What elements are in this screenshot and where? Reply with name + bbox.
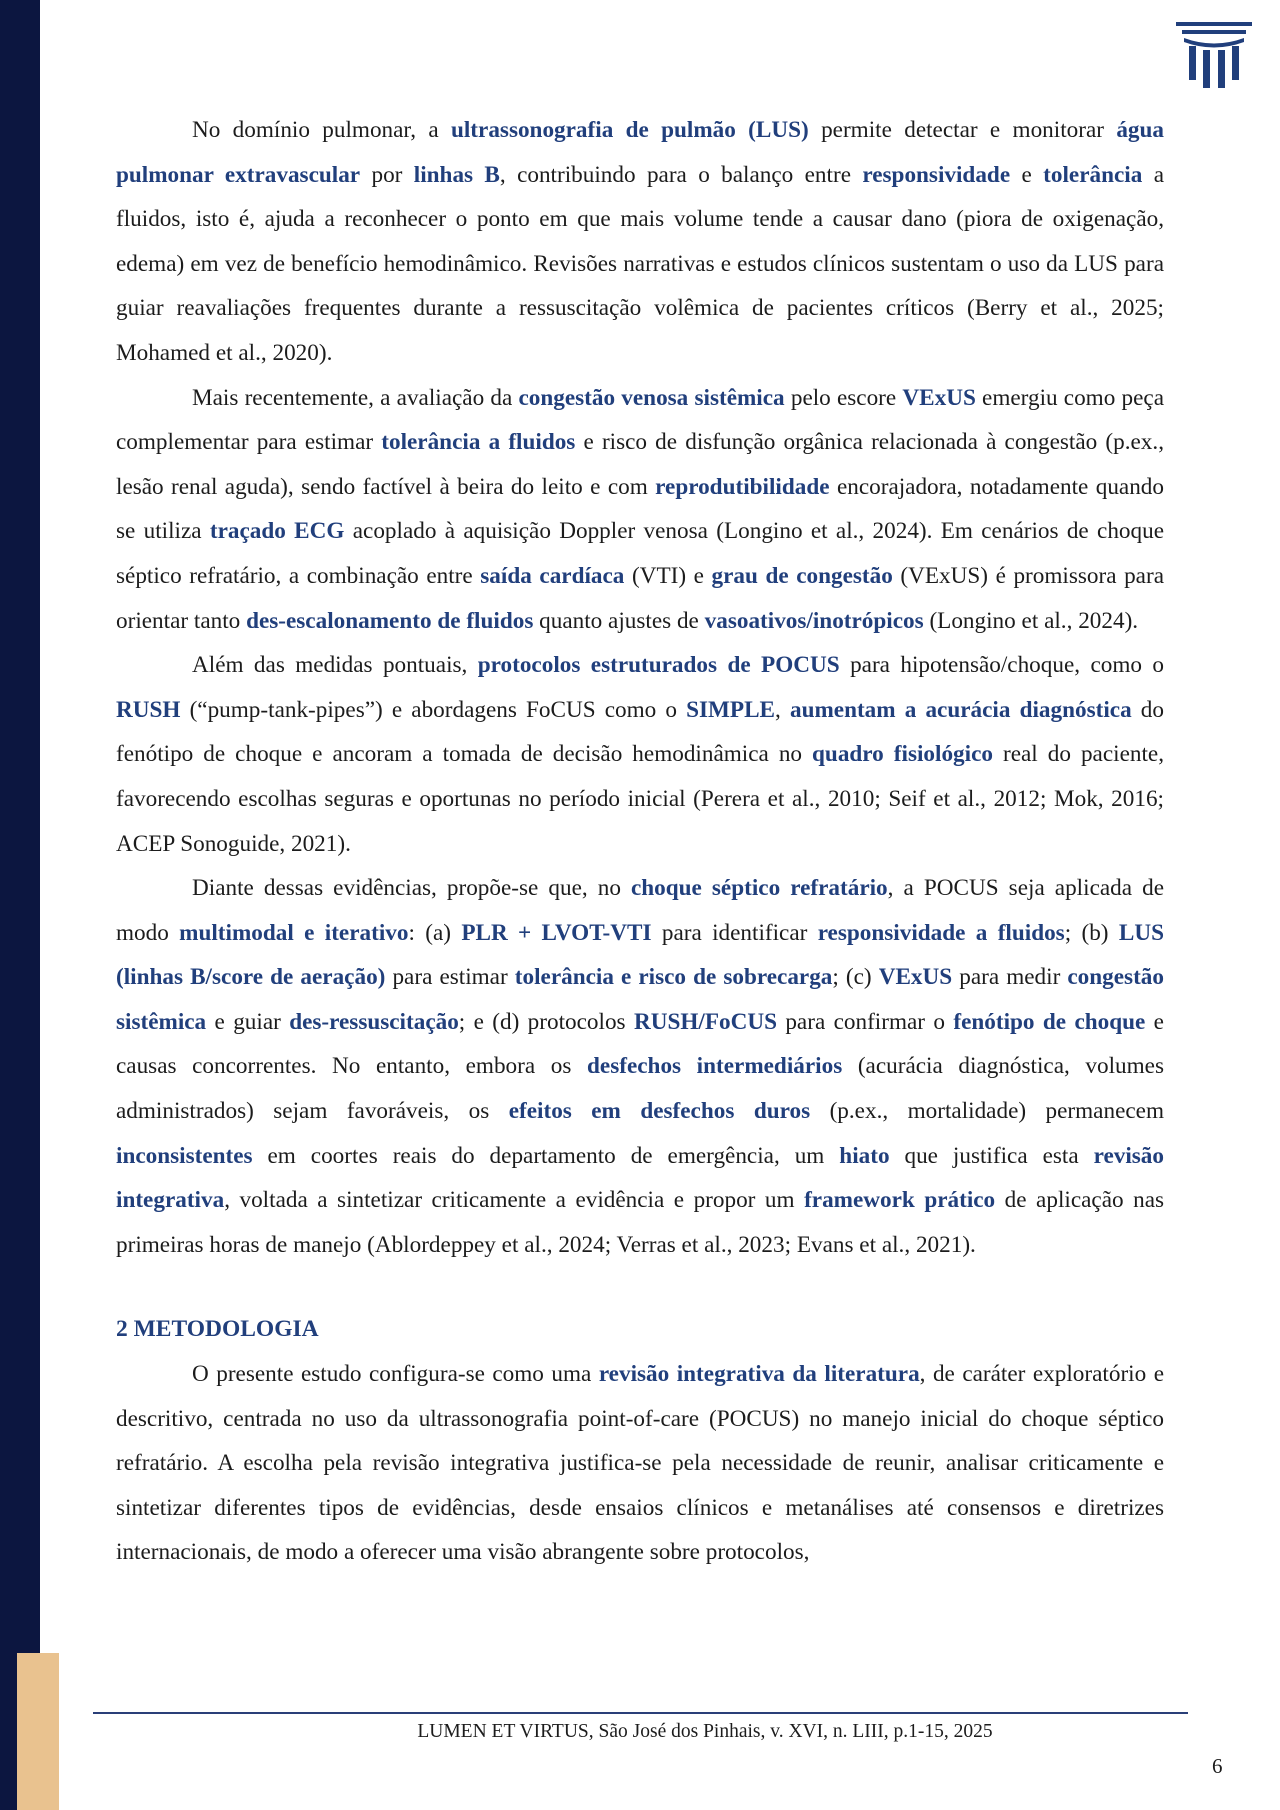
highlighted-term: congestão venosa sistêmica (518, 384, 785, 411)
text-run: para identificar (651, 919, 818, 946)
highlighted-term: VExUS (878, 964, 953, 991)
text-run: (VExUS) é promissora para orientar tanto (116, 562, 1164, 634)
paragraph-protocols (116, 643, 1164, 866)
highlighted-term: responsividade a fluidos (817, 919, 1065, 946)
text-run: e causas concorrentes. No entanto, embora os (116, 1008, 1164, 1080)
page-number: 6 (1212, 1754, 1223, 1778)
highlighted-term: multimodal e iterativo (179, 919, 409, 946)
text-run: quanto ajustes de (533, 607, 705, 634)
text-run: e (1010, 161, 1044, 188)
text-run: real do paciente, favorecendo escolhas seguras e oportunas no período inicial (Perera et al., 2010; Seif et al., 2012; Mok, 2016; ACEP Sonoguide, 2021). (116, 741, 1164, 857)
highlighted-term: tolerância a fluidos (381, 429, 576, 456)
text-run: para medir (952, 964, 1068, 991)
paragraph-methodology (116, 1352, 1164, 1575)
highlighted-term: traçado ECG (209, 518, 345, 545)
footer-divider (93, 1712, 1188, 1714)
highlighted-term: protocolos estruturados de POCUS (477, 652, 840, 679)
highlighted-term: inconsistentes (116, 1142, 253, 1169)
highlighted-term: aumentam a acurácia diagnóstica (789, 696, 1132, 723)
text-run: para hipotensão/choque, como o (839, 652, 1164, 679)
highlighted-term: saída cardíaca (480, 562, 625, 589)
text-run: , voltada a sintetizar criticamente a evidência e propor um (224, 1187, 805, 1214)
highlighted-term: choque séptico refratário (630, 875, 888, 902)
highlighted-term: des-escalonamento de fluidos (246, 607, 534, 634)
text-run: ; e (d) protocolos (458, 1008, 634, 1035)
highlighted-term: quadro fisiológico (812, 741, 993, 768)
text-run: , (775, 696, 790, 723)
text-run: No domínio pulmonar, a (192, 117, 451, 143)
page-content (116, 108, 1164, 1575)
text-run: (VTI) e (624, 562, 712, 589)
highlighted-term: linhas B (413, 161, 500, 188)
highlighted-term: des-ressuscitação (289, 1008, 459, 1035)
text-run: (acurácia diagnóstica, volumes administrados) sejam favoráveis, os (116, 1053, 1164, 1125)
text-run: para estimar (385, 964, 515, 991)
highlighted-term: congestão sistêmica (116, 964, 1164, 1035)
text-run: Mais recentemente, a avaliação da (192, 384, 519, 411)
text-run: do fenótipo de choque e ancoram a tomada de decisão hemodinâmica no (116, 696, 1164, 768)
columns-logo-icon (1176, 22, 1252, 88)
highlighted-term: VExUS (902, 384, 976, 411)
text-run: Diante dessas evidências, propõe-se que, no (192, 875, 631, 902)
paragraph-proposal (116, 866, 1164, 1267)
journal-footer: LUMEN ET VIRTUS, São José dos Pinhais, v. XVI, n. LIII, p.1-15, 2025 (417, 1721, 993, 1742)
highlighted-term: ultrassonografia de pulmão (LUS) (450, 117, 809, 143)
text-run: encorajadora, notadamente quando se utiliza (116, 473, 1164, 545)
paragraph-vexus (116, 376, 1164, 644)
highlighted-term: SIMPLE (686, 696, 776, 723)
highlighted-term: revisão integrativa da literatura (598, 1361, 920, 1388)
highlighted-term: RUSH/FoCUS (633, 1008, 777, 1035)
text-run: , contribuindo para o balanço entre (499, 161, 863, 188)
text-run: ; (c) (832, 964, 879, 991)
text-run: e risco de disfunção orgânica relacionada à congestão (p.ex., lesão renal aguda), sendo factível à beira do leito e com (116, 429, 1164, 500)
highlighted-term: tolerância (1043, 161, 1143, 188)
section-heading: 2 METODOLOGIA (116, 1316, 319, 1343)
highlighted-term: tolerância e risco de sobrecarga (514, 964, 833, 991)
text-run: pelo escore (784, 384, 903, 411)
highlighted-term: responsividade (862, 161, 1011, 188)
text-run: que justifica esta (889, 1142, 1094, 1169)
text-run: , de caráter exploratório e descritivo, centrada no uso da ultrassonografia point-of-care (POCUS) no manejo inicial do choque séptico refratário. A escolha pela revisão integrativa justifica-se pela necessidade de reunir, analisar criticamente e sintetizar diferentes tipos de evidências, desde ensaios clínicos e metanálises até consensos e diretrizes internacionais, de modo a oferecer uma visão abrangente sobre protocolos, (116, 1361, 1164, 1566)
text-run: O presente estudo configura-se como uma (192, 1361, 599, 1388)
text-run: (Longino et al., 2024). (923, 607, 1139, 634)
text-run: acoplado à aquisição Doppler venosa (Longino et al., 2024). Em cenários de choque séptico refratário, a combinação entre (116, 518, 1164, 589)
text-run: de aplicação nas primeiras horas de manejo (Ablordeppey et al., 2024; Verras et al., 2023; Evans et al., 2021). (116, 1187, 1165, 1258)
highlighted-term: vasoativos/inotrópicos (704, 607, 924, 634)
text-run: permite detectar e monitorar (808, 117, 1117, 143)
highlighted-term: LUS (linhas B/score de aeração) (116, 919, 1164, 991)
text-run: ; (b) (1064, 919, 1119, 946)
highlighted-term: reprodutibilidade (655, 473, 830, 500)
highlighted-term: PLR + LVOT-VTI (461, 919, 652, 946)
text-run: por (360, 161, 414, 188)
highlighted-term: fenótipo de choque (953, 1008, 1146, 1035)
text-run: a fluidos, isto é, ajuda a reconhecer o ponto em que mais volume tende a causar dano (piora de oxigenação, edema) em vez de benefício hemodinâmico. Revisões narrativas e estudos clínicos sustentam o uso da LUS para guiar reavaliações frequentes durante a ressuscitação volêmica de pacientes críticos (Berry et al., 2025; Mohamed et al., 2020). (116, 161, 1165, 366)
highlighted-term: desfechos intermediários (587, 1053, 843, 1080)
paragraph-lus (116, 108, 1164, 376)
highlighted-term: RUSH (116, 696, 181, 723)
text-run: para confirmar o (776, 1008, 954, 1035)
highlighted-term: hiato (839, 1142, 890, 1169)
highlighted-term: água pulmonar extravascular (116, 117, 1164, 188)
highlighted-term: grau de congestão (711, 562, 893, 589)
left-sidebar-bar (0, 0, 40, 1810)
highlighted-term: framework prático (804, 1187, 996, 1214)
text-run: (“pump-tank-pipes”) e abordagens FoCUS como o (180, 696, 687, 723)
highlighted-term: efeitos em desfechos duros (508, 1098, 811, 1125)
text-run: : (a) (408, 919, 462, 946)
text-run: e guiar (206, 1008, 290, 1035)
text-run: em coortes reais do departamento de emergência, um (252, 1142, 840, 1169)
text-run: (p.ex., mortalidade) permanecem (810, 1098, 1164, 1125)
text-run: , a POCUS seja aplicada de modo (116, 875, 1164, 946)
text-run: emergiu como peça complementar para estimar (116, 384, 1164, 456)
text-run: Além das medidas pontuais, (192, 652, 478, 679)
highlighted-term: revisão integrativa (116, 1142, 1164, 1214)
